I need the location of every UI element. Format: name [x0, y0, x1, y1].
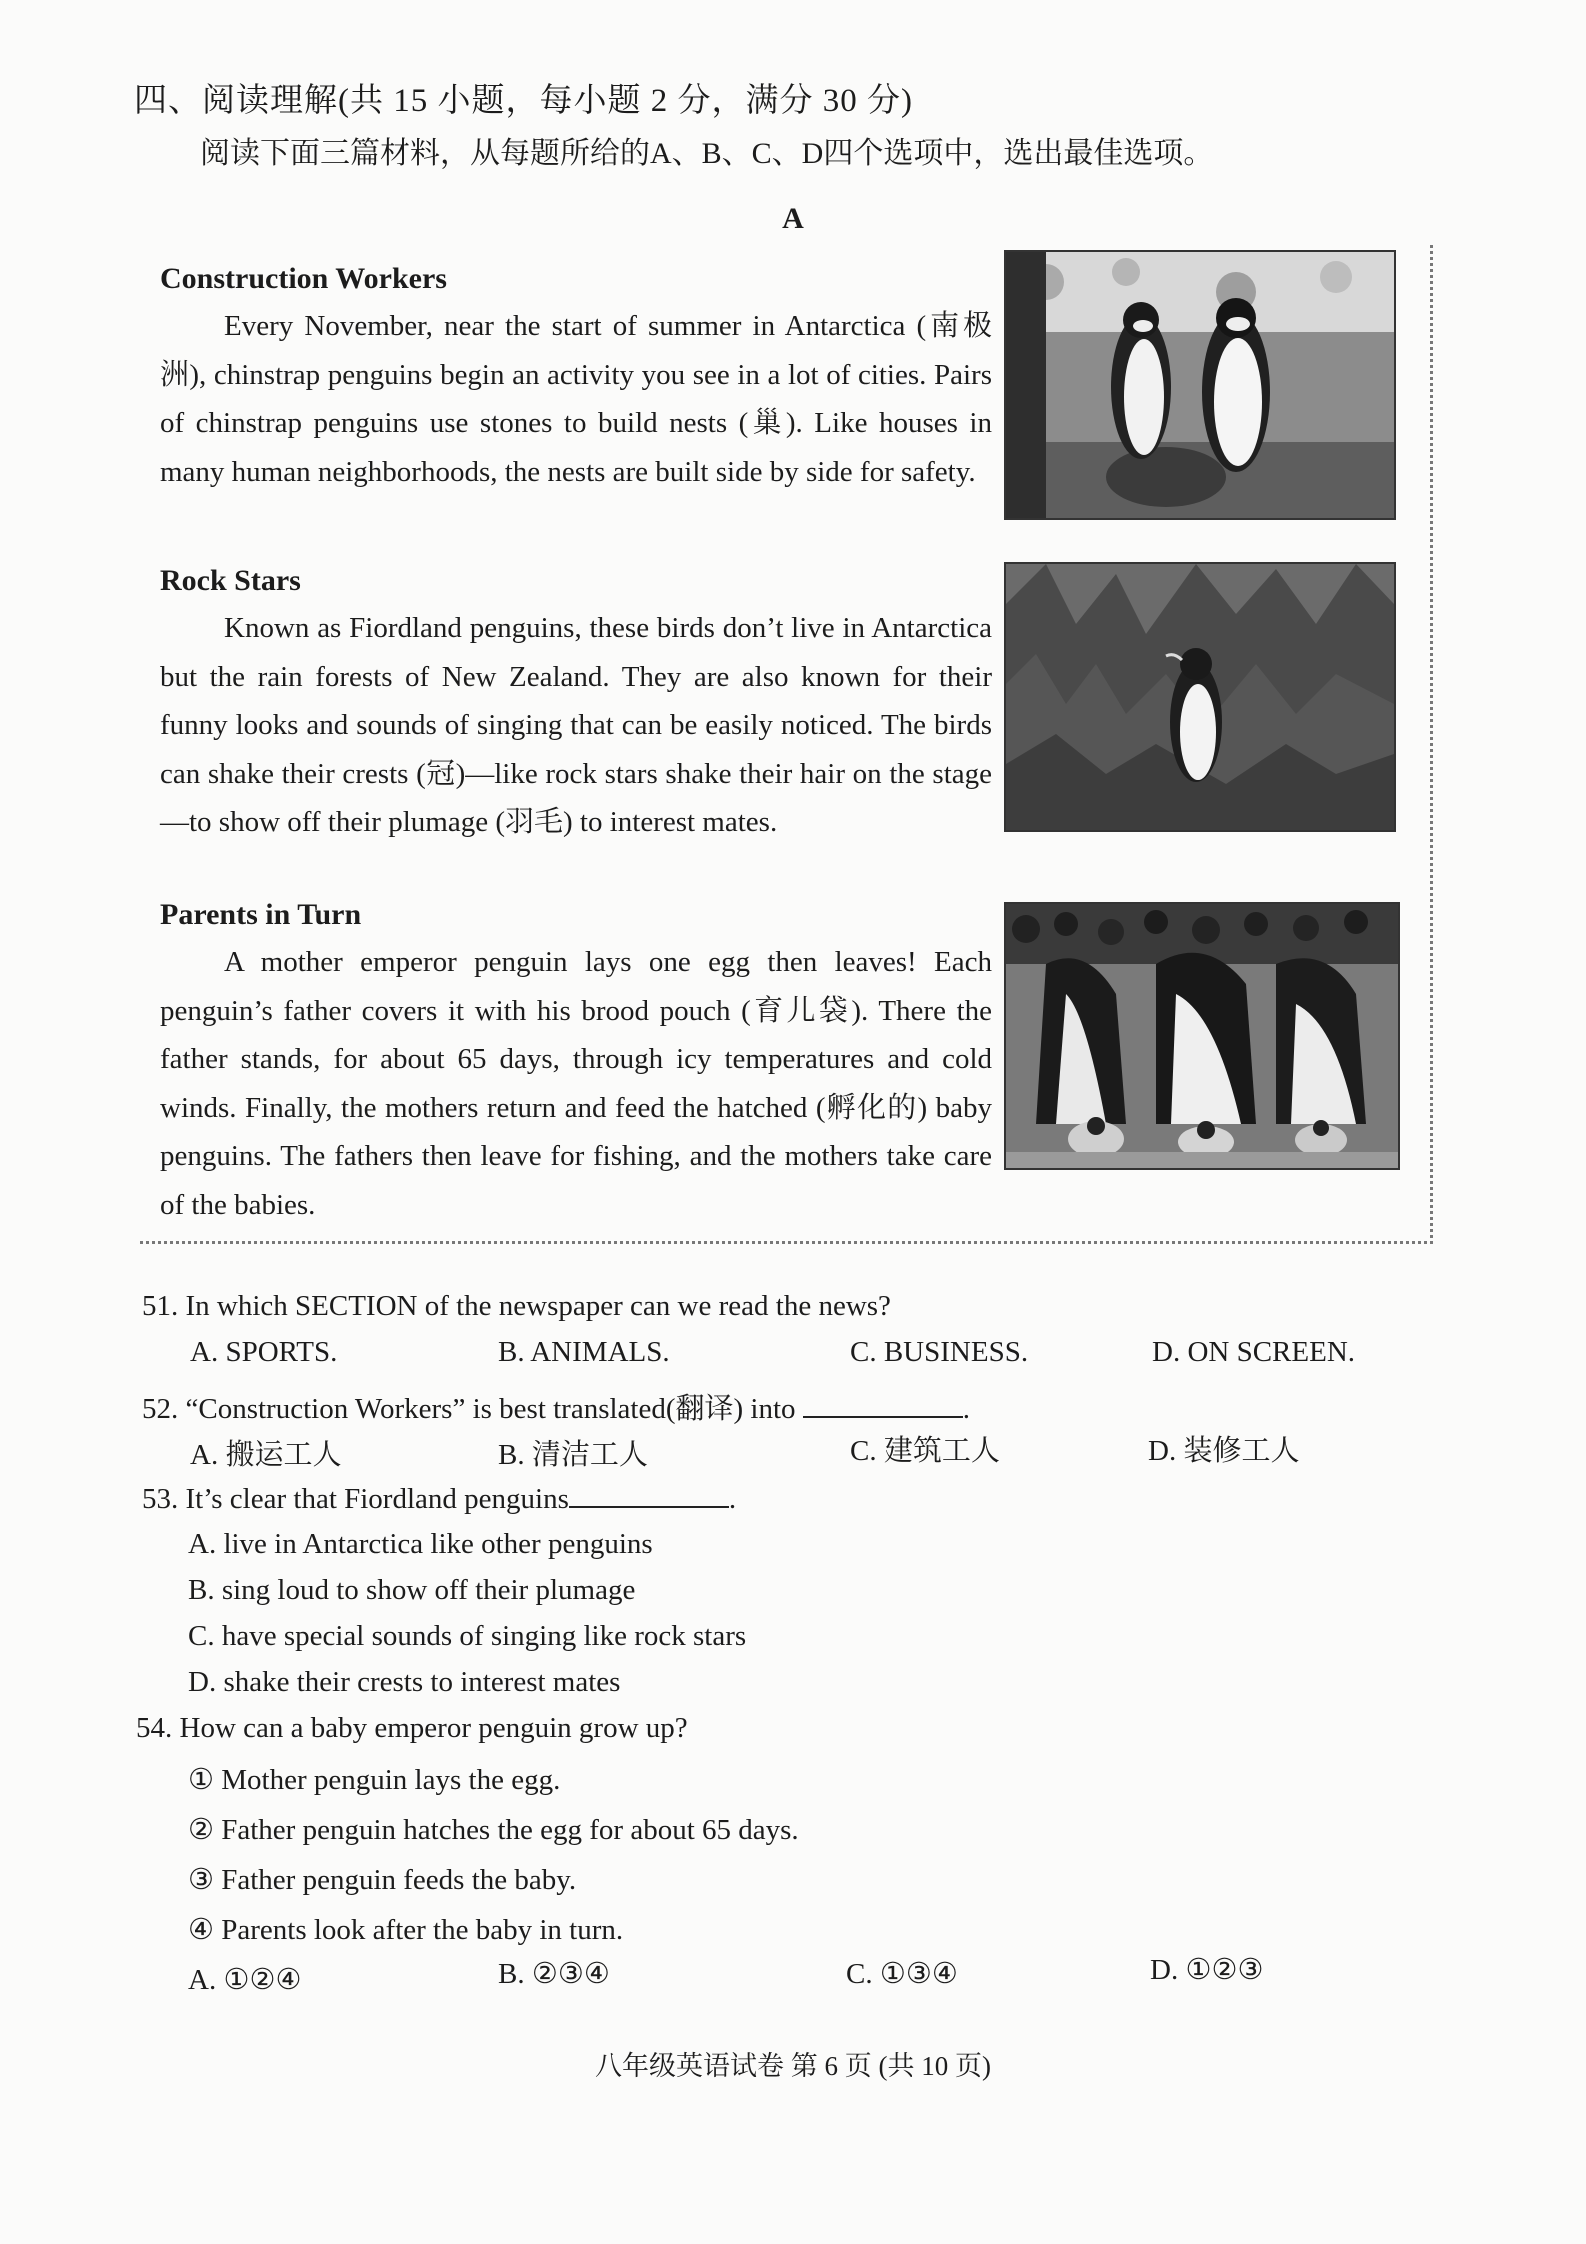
block-text: A mother emperor penguin lays one egg then leaves! Each penguin’s father covers it with his brood pouch (育儿袋). There the father stands, for about 65 days, through icy temperatures and cold winds. Finally, the mothers return and feed the hatched (孵化的) baby penguins. The fathers then leave for fishing, and the mothers take care of the babies.: [160, 946, 992, 1221]
option-52-b[interactable]: B. 清洁工人: [498, 1439, 648, 1471]
option-53-d[interactable]: D. shake their crests to interest mates: [188, 1666, 621, 1698]
sequence-item-2: ② Father penguin hatches the egg for about 65 days.: [188, 1814, 799, 1846]
block-construction-workers: [160, 262, 992, 496]
option-53-c[interactable]: C. have special sounds of singing like rock stars: [188, 1620, 747, 1652]
option-54-d[interactable]: D. ①②③: [1150, 1954, 1264, 1986]
block-text: Known as Fiordland penguins, these birds don’t live in Antarctica but the rain forests of New Zealand. They are also known for their funny looks and sounds of singing that can be easily noticed. The birds can shake their crests (冠)—like rock stars shake their hair on the stage—to show off their plumage (羽毛) to interest mates.: [160, 612, 992, 838]
sequence-item-4: ④ Parents look after the baby in turn.: [188, 1914, 624, 1946]
section-title: 四、阅读理解(共 15 小题，每小题 2 分，满分 30 分): [134, 83, 913, 119]
sequence-item-1: ① Mother penguin lays the egg.: [188, 1764, 561, 1796]
stem-text: 52. “Construction Workers” is best translated(翻译) into: [142, 1393, 796, 1425]
stem-end: .: [962, 1393, 971, 1425]
option-53-a[interactable]: A. live in Antarctica like other penguins: [188, 1528, 653, 1560]
option-54-b[interactable]: B. ②③④: [498, 1958, 610, 1990]
section-instruction: 阅读下面三篇材料，从每题所给的A、B、C、D四个选项中，选出最佳选项。: [200, 137, 1214, 170]
question-stem: [142, 1386, 970, 1427]
answer-blank: [569, 1482, 729, 1508]
fiordland-penguin-photo: [1004, 562, 1396, 832]
option-51-a[interactable]: A. SPORTS.: [190, 1336, 338, 1368]
stem-text: 53. It’s clear that Fiordland penguins: [142, 1483, 569, 1515]
option-54-a[interactable]: A. ①②④: [188, 1964, 302, 1996]
passage-label: A: [782, 202, 804, 235]
emperor-penguins-photo: [1004, 902, 1400, 1170]
option-51-b[interactable]: B. ANIMALS.: [498, 1336, 670, 1368]
block-heading: Rock Stars: [160, 564, 301, 597]
question-stem: [142, 1482, 736, 1516]
option-52-d[interactable]: D. 装修工人: [1148, 1435, 1300, 1467]
block-parents-in-turn: [160, 898, 992, 1229]
sequence-item-3: ③ Father penguin feeds the baby.: [188, 1864, 577, 1896]
option-51-d[interactable]: D. ON SCREEN.: [1152, 1336, 1356, 1368]
chinstrap-penguins-photo: [1004, 250, 1396, 520]
question-stem: 54. How can a baby emperor penguin grow up?: [136, 1712, 688, 1744]
question-stem: 51. In which SECTION of the newspaper can we read the news?: [142, 1290, 891, 1322]
page-footer: 八年级英语试卷 第 6 页 (共 10 页): [595, 2051, 991, 2081]
block-heading: Parents in Turn: [160, 898, 362, 931]
option-52-c[interactable]: C. 建筑工人: [850, 1435, 1000, 1467]
option-51-c[interactable]: C. BUSINESS.: [850, 1336, 1029, 1368]
stem-end: .: [728, 1483, 737, 1515]
option-54-c[interactable]: C. ①③④: [846, 1958, 958, 1990]
block-rock-stars: [160, 564, 992, 847]
option-52-a[interactable]: A. 搬运工人: [190, 1439, 342, 1471]
block-text: Every November, near the start of summer in Antarctica (南极洲), chinstrap penguins begin an activity you see in a lot of cities. Pairs of chinstrap penguins use stones to build nests (巢). Like houses in many human neighborhoods, the nests are built side by side for safety.: [160, 310, 992, 488]
answer-blank: [803, 1392, 963, 1418]
option-53-b[interactable]: B. sing loud to show off their plumage: [188, 1574, 636, 1606]
block-heading: Construction Workers: [160, 262, 447, 295]
